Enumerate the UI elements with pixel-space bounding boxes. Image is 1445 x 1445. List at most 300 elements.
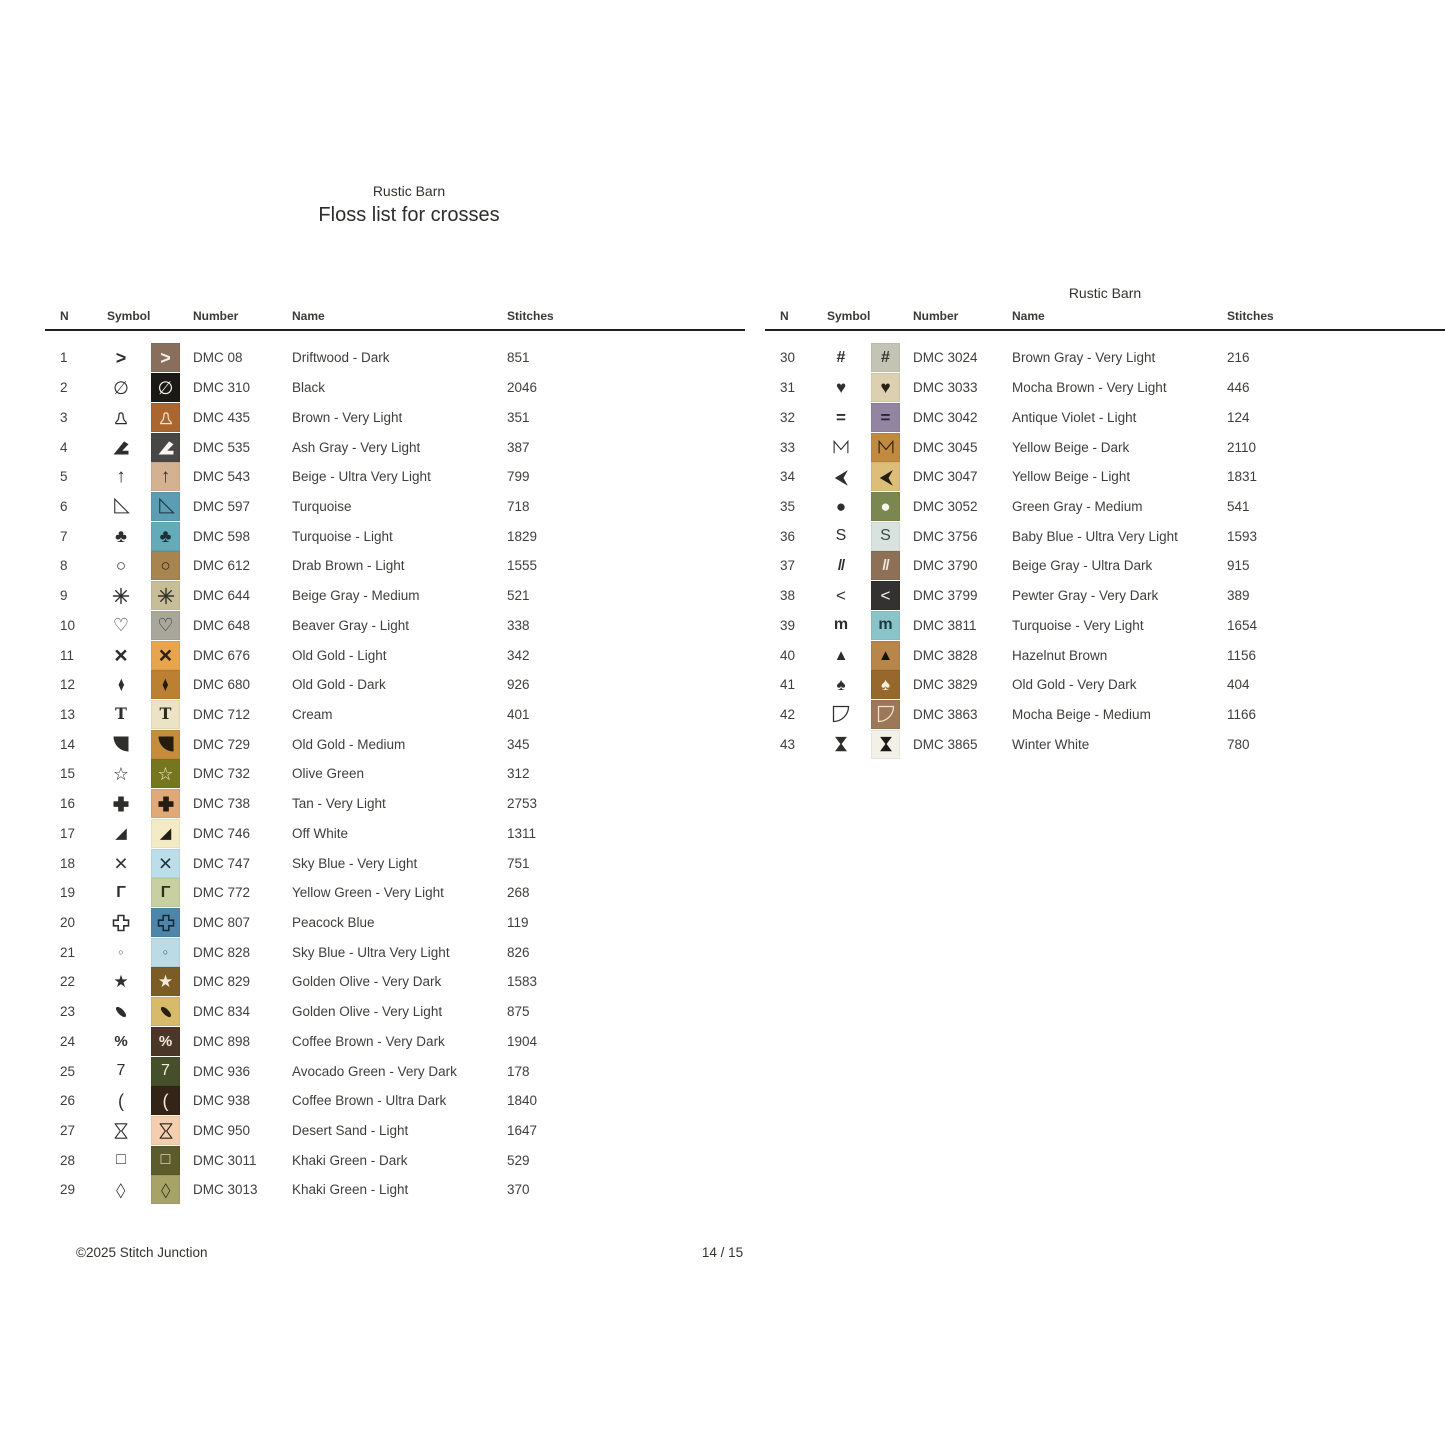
stitch-count: 2110 [1227,439,1257,455]
floss-name: Off White [292,825,349,841]
color-swatch [151,908,180,937]
symbol-cell [825,528,857,544]
stitch-count: 2046 [507,380,538,396]
row-number: 26 [60,1093,76,1109]
floss-name: Ash Gray - Very Light [292,439,421,455]
square-outline-icon: □ [116,1151,126,1169]
floss-name: Olive Green [292,766,365,782]
symbol-cell [105,826,137,841]
hourglass-filled-icon [831,734,851,754]
floss-name: Golden Olive - Very Light [292,1004,443,1020]
column-header-stitches: Stitches [1227,309,1274,323]
stitch-count: 875 [507,1004,530,1020]
m-outline-icon [831,437,851,457]
symbol-cell [825,350,857,366]
spade-icon: ♠ [836,675,846,695]
angle-filled-icon [111,437,131,457]
table-row [45,670,745,700]
color-swatch [151,997,180,1026]
row-number: 17 [60,825,76,841]
table-row [45,343,745,373]
floss-number: DMC 680 [193,677,251,693]
floss-number: DMC 598 [193,528,251,544]
stitch-count: 1904 [507,1033,538,1049]
slashed-o-icon: ∅ [157,377,174,398]
symbol-cell [105,641,137,668]
floss-number: DMC 738 [193,796,251,812]
floss-number: DMC 3033 [913,380,978,396]
table-row [45,373,745,403]
symbol-cell [825,704,857,724]
x-thin-icon: × [158,849,173,876]
pattern-name: Rustic Barn [372,183,446,199]
floss-number: DMC 676 [193,647,251,663]
floss-number: DMC 543 [193,469,251,485]
dot-filled-icon: ● [880,496,891,516]
floss-number: DMC 746 [193,825,251,841]
symbol-cell [105,616,137,634]
row-number: 13 [60,706,76,722]
table-row [765,462,1445,492]
gamma-icon: Γ [160,883,171,901]
star-outline-icon: ☆ [157,763,174,784]
stitch-count: 799 [507,469,530,485]
row-number: 30 [780,350,796,366]
symbol-cell [105,467,137,486]
stitch-count: 1840 [507,1093,538,1109]
hourglass-outline-icon [111,1121,131,1141]
triangle-lr-icon: ◢ [115,824,127,842]
table-row [45,819,745,849]
chevron-right-icon: > [160,347,171,368]
club-icon: ♣ [159,526,172,547]
stitch-count: 119 [507,915,529,931]
color-swatch [871,670,900,699]
symbol-cell [825,558,857,573]
color-swatch [871,373,900,402]
table-row [45,967,745,997]
stitch-count: 1654 [1227,617,1258,633]
quarter-disc-outline-icon [876,704,896,724]
stitch-count: 370 [507,1182,530,1198]
floss-number: DMC 772 [193,885,251,901]
color-swatch [871,492,900,521]
symbol-cell [105,765,137,783]
color-swatch [151,641,180,670]
color-swatch [151,967,180,996]
color-swatch [871,433,900,462]
column-header-n: N [780,309,789,323]
floss-number: DMC 936 [193,1063,251,1079]
asterisk-8-icon [111,586,131,606]
floss-name: Coffee Brown - Very Dark [292,1033,445,1049]
row-number: 24 [60,1033,76,1049]
color-swatch [151,878,180,907]
floss-number: DMC 828 [193,944,251,960]
paren-icon: ( [118,1090,124,1111]
color-swatch [151,938,180,967]
angle-filled-icon [156,437,176,457]
table-row [45,462,745,492]
table-row [765,670,1445,700]
color-swatch [871,403,900,432]
stitch-count: 1647 [507,1123,538,1139]
letter-s-icon: S [835,527,847,545]
stitch-count: 521 [507,588,530,604]
floss-number: DMC 597 [193,498,251,514]
header-divider [45,329,745,331]
stitch-count: 2753 [507,796,538,812]
color-swatch [151,700,180,729]
floss-number: DMC 729 [193,736,251,752]
color-swatch [871,641,900,670]
cross-thick-filled-icon [111,794,131,814]
floss-number: DMC 712 [193,706,251,722]
page-title [45,181,773,229]
table-row [45,848,745,878]
floss-name: Old Gold - Dark [292,677,386,693]
symbol-cell [105,913,137,933]
heart-outline-icon: ♡ [157,615,174,636]
color-swatch [151,492,180,521]
row-number: 27 [60,1123,76,1139]
floss-name: Sky Blue - Very Light [292,855,418,871]
floss-name: Yellow Beige - Dark [1012,439,1130,455]
floss-name: Green Gray - Medium [1012,498,1143,514]
cross-thick-outline-icon [156,913,176,933]
symbol-cell [105,1152,137,1168]
symbol-cell [105,1063,137,1079]
floss-name: Winter White [1012,736,1090,752]
triangle-up-icon: ▲ [833,646,849,664]
gamma-icon: Γ [116,883,126,901]
color-swatch [151,1086,180,1115]
row-number: 18 [60,855,76,871]
stitch-count: 216 [1227,350,1250,366]
floss-number: DMC 535 [193,439,251,455]
row-number: 29 [60,1182,76,1198]
floss-name: Cream [292,706,333,722]
floss-name: Brown Gray - Very Light [1012,350,1156,366]
color-swatch [151,670,180,699]
floss-name: Old Gold - Medium [292,736,406,752]
row-number: 35 [780,498,796,514]
row-number: 10 [60,617,76,633]
brush-stroke-icon [156,1002,176,1022]
table-header [45,303,745,329]
floss-number: DMC 807 [193,915,251,931]
row-number: 42 [780,706,796,722]
symbol-cell [105,349,137,367]
page-heading: Floss list for crosses [318,204,500,226]
star-outline-icon: ☆ [112,763,130,784]
stitch-count: 1166 [1227,706,1257,722]
color-swatch [151,581,180,610]
table-row [765,610,1445,640]
square-outline-icon: □ [160,1151,171,1169]
table-row [45,908,745,938]
table-row [45,1056,745,1086]
symbol-cell [105,1121,137,1141]
table-row [45,759,745,789]
seven-icon: 7 [161,1062,170,1080]
table-row [45,878,745,908]
row-number: 37 [780,558,796,574]
hash-icon: # [881,348,890,366]
floss-table-right [765,283,1445,759]
stitch-count: 401 [507,706,530,722]
row-number: 36 [780,528,796,544]
row-number: 21 [60,944,76,960]
color-swatch [871,581,900,610]
quarter-disc-outline-icon [831,704,851,724]
stitch-count: 541 [1227,498,1250,514]
row-number: 5 [60,469,68,485]
table-row [45,937,745,967]
stitch-count: 342 [507,647,530,663]
color-swatch [871,730,900,759]
table-row [45,521,745,551]
row-number: 22 [60,974,76,990]
table-row [765,373,1445,403]
symbol-cell [105,973,137,990]
floss-name: Sky Blue - Ultra Very Light [292,944,450,960]
floss-name: Khaki Green - Dark [292,1152,408,1168]
symbol-cell [825,617,857,633]
color-swatch [151,462,180,491]
percent-icon: % [158,1032,173,1050]
x-thin-icon: × [114,849,128,876]
page-footer [0,1243,1445,1263]
table-row [45,640,745,670]
table-row [765,521,1445,551]
arrow-up-icon: ↑ [116,466,126,488]
color-swatch [151,1175,180,1204]
column-header-n: N [60,309,69,323]
cross-thick-filled-icon [156,794,176,814]
symbol-cell [825,437,857,457]
letter-t-icon: T [159,704,172,724]
triangle-ll-outline-icon [111,496,131,516]
symbol-cell [105,706,137,722]
table-row [45,581,745,611]
floss-number: DMC 648 [193,617,251,633]
floss-name: Coffee Brown - Ultra Dark [292,1093,447,1109]
floss-name: Hazelnut Brown [1012,647,1108,663]
row-number: 8 [60,558,68,574]
cross-thick-outline-icon [111,913,131,933]
triangle-ll-outline-icon [156,496,176,516]
diamond-outline-icon: ◇ [160,1178,171,1201]
symbol-cell [105,407,137,427]
floss-name: Mocha Brown - Very Light [1012,380,1167,396]
row-number: 19 [60,885,76,901]
table-row [765,492,1445,522]
floss-name: Driftwood - Dark [292,350,390,366]
table-row [765,551,1445,581]
table-row [765,402,1445,432]
stitch-count: 1831 [1227,469,1258,485]
color-swatch [151,1116,180,1145]
table-row [45,551,745,581]
table-row [45,1175,745,1205]
row-number: 1 [60,350,68,366]
equals-icon: = [880,407,891,427]
symbol-cell [825,648,857,663]
floss-name: Brown - Very Light [292,409,403,425]
floss-number: DMC 3013 [193,1182,258,1198]
color-swatch [151,1027,180,1056]
floss-name: Turquoise - Very Light [1012,617,1144,633]
table-row [45,700,745,730]
bell-outline-icon [156,407,176,427]
floss-number: DMC 3828 [913,647,978,663]
floss-name: Turquoise - Light [292,528,393,544]
page-number: 14 / 15 [701,1245,744,1260]
floss-number: DMC 612 [193,558,251,574]
symbol-cell [105,794,137,814]
table-row [45,789,745,819]
brush-stroke-icon [111,1002,131,1022]
color-swatch [871,343,900,372]
stitch-count: 851 [507,350,530,366]
floss-name: Pewter Gray - Very Dark [1012,588,1159,604]
floss-number: DMC 3756 [913,528,978,544]
row-number: 23 [60,1004,76,1020]
symbol-cell [825,409,857,426]
table-row [45,402,745,432]
row-number: 28 [60,1152,76,1168]
floss-number: DMC 3799 [913,588,978,604]
slashed-o-icon: ∅ [113,377,129,398]
table-row [45,1027,745,1057]
symbol-cell [105,586,137,606]
symbol-cell [105,1180,137,1200]
symbol-cell [825,587,857,604]
symbol-cell [105,1092,137,1110]
floss-name: Beige Gray - Medium [292,588,420,604]
floss-name: Yellow Beige - Light [1012,469,1131,485]
row-number: 2 [60,380,68,396]
club-icon: ♣ [115,526,127,547]
floss-name: Beaver Gray - Light [292,617,410,633]
floss-number: DMC 3045 [913,439,978,455]
symbol-cell [105,885,137,901]
quarter-disc-filled-icon [111,734,131,754]
color-swatch [151,403,180,432]
table-rows-left [45,343,745,1205]
column-header-symbol: Symbol [107,309,151,323]
table-header [765,303,1445,329]
row-number: 38 [780,588,796,604]
table-rows-right [765,343,1445,759]
color-swatch [151,1146,180,1175]
floss-number: DMC 08 [193,350,243,366]
table-row [45,1145,745,1175]
color-swatch [151,611,180,640]
color-swatch [151,433,180,462]
table-row [45,1116,745,1146]
stitch-count: 389 [1227,588,1250,604]
stitch-count: 387 [507,439,530,455]
floss-number: DMC 644 [193,588,251,604]
heart-outline-icon: ♡ [112,615,130,636]
floss-name: Turquoise [292,498,352,514]
seven-icon: 7 [116,1062,126,1080]
circle-outline-icon: ○ [115,556,127,576]
arrow-up-icon: ↑ [160,466,171,488]
symbol-cell [105,734,137,754]
column-header-number: Number [913,309,959,323]
floss-number: DMC 310 [193,380,251,396]
floss-name: Yellow Green - Very Light [292,885,444,901]
floss-number: DMC 3811 [913,617,977,633]
heart-filled-icon: ♥ [880,378,891,398]
hourglass-outline-icon [156,1121,176,1141]
row-number: 12 [60,677,76,693]
row-number: 34 [780,469,796,485]
hash-icon: # [836,348,846,366]
row-number: 43 [780,736,796,752]
floss-name: Beige - Ultra Very Light [292,469,431,485]
header-divider [765,329,1445,331]
floss-name: Beige Gray - Ultra Dark [1012,558,1153,574]
stitch-count: 345 [507,736,530,752]
less-than-icon: < [836,586,846,606]
percent-icon: % [114,1032,128,1050]
floss-number: DMC 3052 [913,498,978,514]
table-row [45,610,745,640]
letter-t-icon: T [115,704,127,724]
floss-number: DMC 3865 [913,736,978,752]
table-row [765,581,1445,611]
x-bold-icon: × [114,641,128,668]
symbol-cell [105,437,137,457]
stitch-count: 124 [1227,409,1250,425]
circle-outline-icon: ○ [160,556,171,576]
star-filled-icon: ★ [113,972,129,992]
row-number: 3 [60,409,68,425]
symbol-cell [825,734,857,754]
row-number: 15 [60,766,76,782]
floss-number: DMC 938 [193,1093,251,1109]
floss-number: DMC 3790 [913,558,978,574]
row-number: 7 [60,528,68,544]
floss-number: DMC 3024 [913,350,978,366]
asterisk-8-icon [156,586,176,606]
m-outline-icon [876,437,896,457]
column-header-stitches: Stitches [507,309,554,323]
floss-name: Golden Olive - Very Dark [292,974,442,990]
chevron-right-icon: > [115,347,127,368]
symbol-cell [105,1002,137,1022]
triangle-lr-icon: ◢ [159,824,172,842]
row-number: 9 [60,588,68,604]
table-row [765,640,1445,670]
symbol-cell [105,1034,137,1049]
floss-number: DMC 732 [193,766,251,782]
row-number: 4 [60,439,68,455]
dot-circle-icon: ○ [162,946,169,957]
color-swatch [151,849,180,878]
symbol-cell [105,948,137,957]
hourglass-filled-icon [876,734,896,754]
symbol-cell [105,849,137,876]
color-swatch [151,789,180,818]
paren-icon: ( [162,1090,169,1111]
heart-filled-icon: ♥ [835,378,847,398]
stitch-count: 718 [507,498,530,514]
